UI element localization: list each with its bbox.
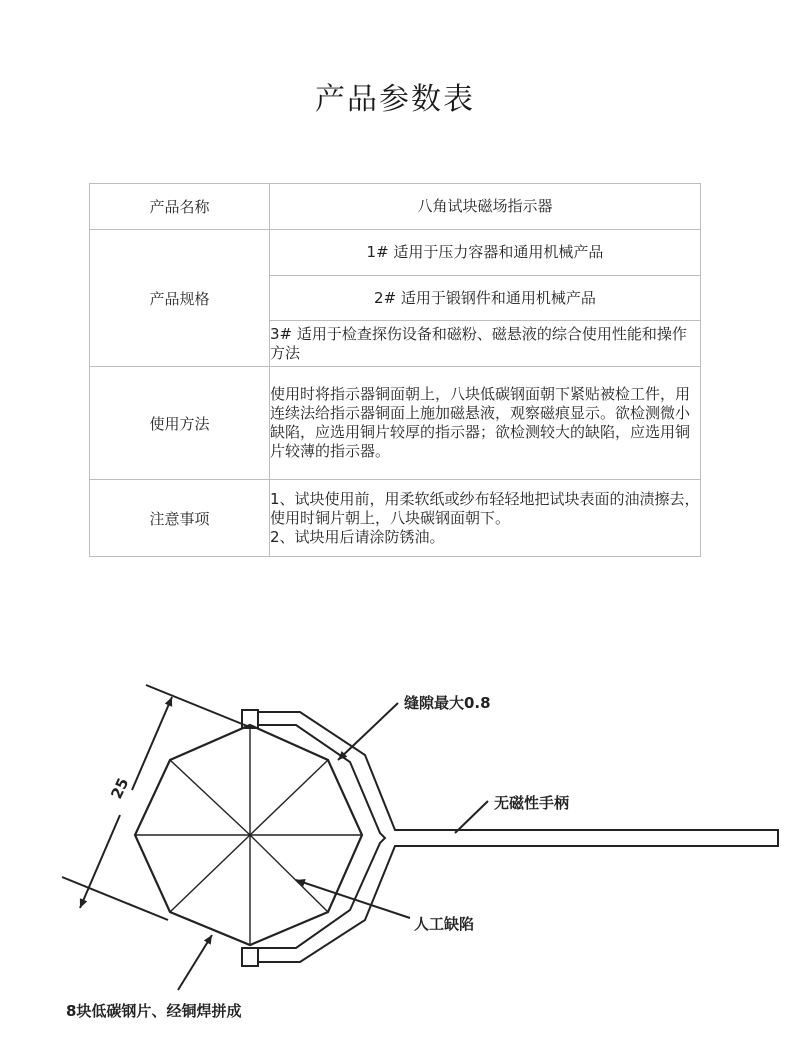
- defect-leader-line: [296, 880, 410, 918]
- table-row: [90, 367, 701, 480]
- notes-line-2: 2、试块用后请涂防锈油。: [270, 527, 445, 546]
- defect-label: 人工缺陷: [414, 915, 475, 933]
- handle-leader-line: [455, 801, 488, 833]
- usage-value: 使用时将指示器铜面朝上，八块低碳钢面朝下紧贴被检工件，用连续法给指示器铜面上施加磁悬液，观察磁痕显示。欲检测微小缺陷，应选用铜片较厚的指示器；欲检测较大的缺陷，应选用铜片较薄的指示器。: [270, 367, 701, 480]
- table-row: [90, 480, 701, 557]
- page-title: 产品参数表: [315, 82, 475, 117]
- dimension-label: 25: [107, 775, 133, 802]
- handle-label: 无磁性手柄: [494, 794, 570, 812]
- notes-label: 注意事项: [90, 480, 270, 557]
- spec-item-2: 2# 适用于锻钢件和通用机械产品: [270, 276, 701, 321]
- product-spec-label: 产品规格: [90, 230, 270, 367]
- indicator-diagram: [0, 660, 790, 1063]
- dimension-arrow-line: [132, 697, 172, 790]
- bottom-tab: [242, 948, 258, 966]
- plates-leader-line: [178, 935, 212, 990]
- dimension-arrow-line: [80, 815, 120, 908]
- product-name-value: 八角试块磁场指示器: [270, 184, 701, 230]
- table-row: [90, 230, 701, 276]
- spec-item-3: 3# 适用于检查探伤设备和磁粉、磁悬液的综合使用性能和操作方法: [270, 321, 701, 367]
- product-name-label: 产品名称: [90, 184, 270, 230]
- gap-leader-line: [338, 703, 398, 760]
- handle-frame-outer: [258, 712, 778, 962]
- usage-label: 使用方法: [90, 367, 270, 480]
- table-row: [90, 184, 701, 230]
- spec-item-1: 1# 适用于压力容器和通用机械产品: [270, 230, 701, 276]
- notes-value: [270, 480, 701, 557]
- parameter-table: [89, 183, 701, 557]
- dimension-extension-line: [62, 877, 168, 920]
- plates-label: 8块低碳钢片、经铜焊拼成: [66, 1002, 242, 1020]
- gap-label: 缝隙最大0.8: [404, 694, 491, 712]
- notes-line-1: 1、试块使用前，用柔软纸或纱布轻轻地把试块表面的油渍擦去，使用时铜片朝上，八块碳钢面朝下。: [270, 489, 700, 527]
